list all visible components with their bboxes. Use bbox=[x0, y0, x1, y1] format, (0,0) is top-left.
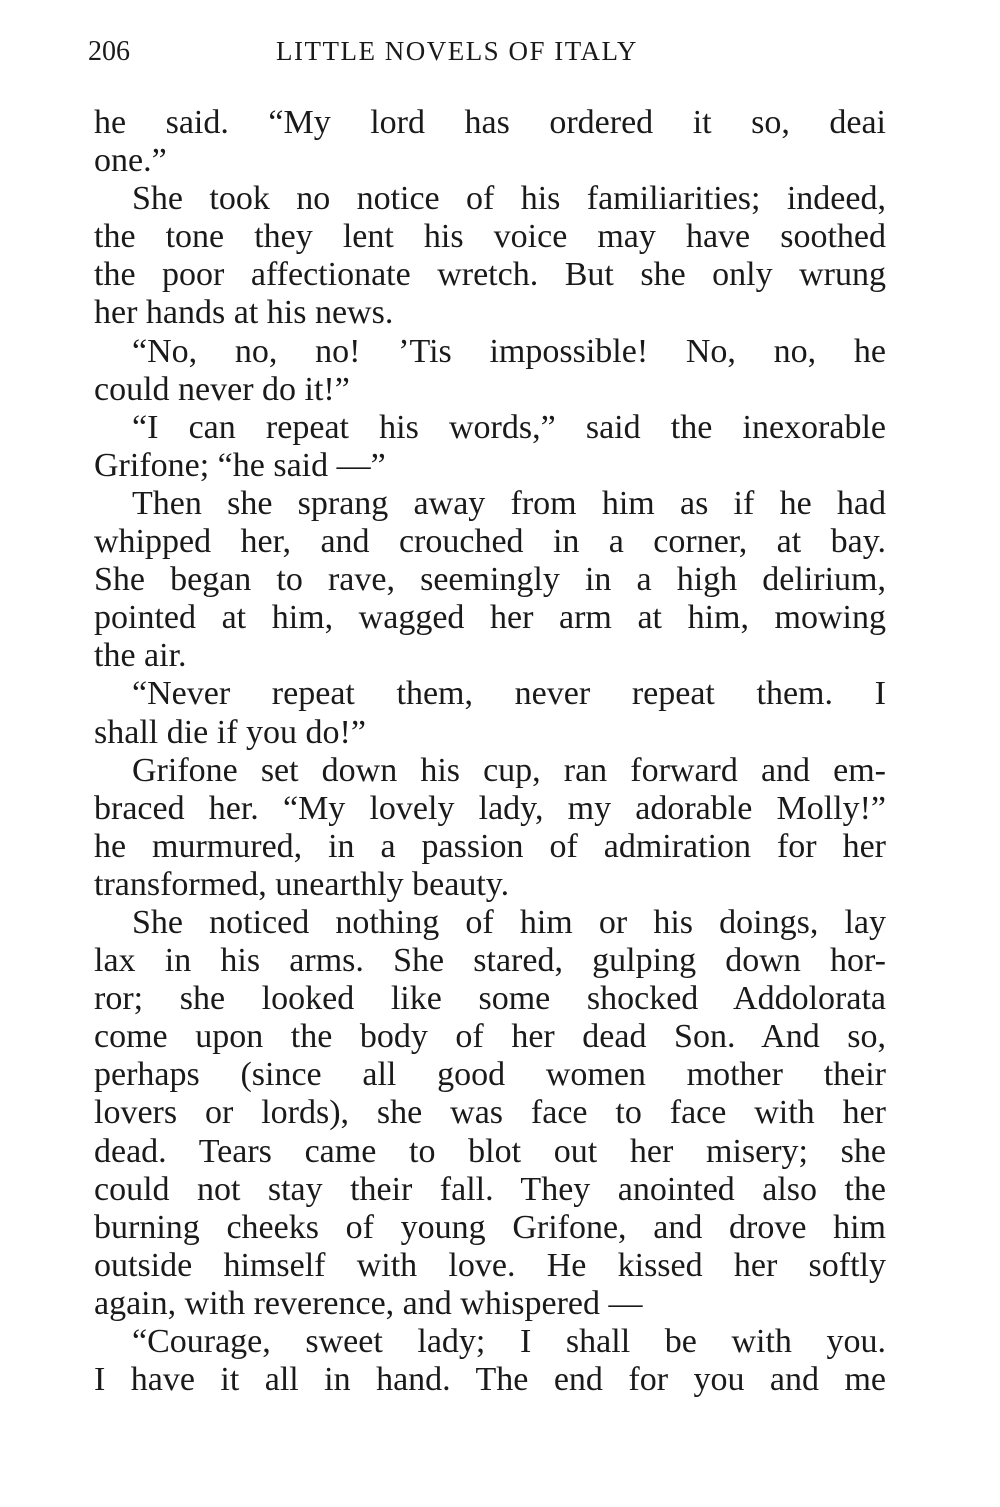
text-line: one.” bbox=[94, 142, 167, 180]
text-line: whipped her, and crouched in a corner, at bay. bbox=[94, 523, 886, 561]
text-line: ror; she looked like some shocked Addolorata bbox=[94, 980, 886, 1018]
text-line: shall die if you do!” bbox=[94, 713, 366, 751]
text-line: burning cheeks of young Grifone, and drove him bbox=[94, 1208, 886, 1246]
text-line: again, with reverence, and whispered — bbox=[94, 1284, 643, 1322]
text-line: could never do it!” bbox=[94, 370, 350, 408]
text-line: the poor affectionate wretch. But she only wrung bbox=[94, 256, 886, 294]
text-line: “Courage, sweet lady; I shall be with you. bbox=[132, 1323, 886, 1360]
text-line: he murmured, in a passion of admiration for her bbox=[94, 827, 886, 865]
text-line: come upon the body of her dead Son. And so, bbox=[94, 1018, 886, 1056]
text-line: lovers or lords), she was face to face with her bbox=[94, 1094, 886, 1132]
text-line: transformed, unearthly beauty. bbox=[94, 865, 510, 903]
text-line: the tone they lent his voice may have soothed bbox=[94, 218, 886, 256]
text-line: pointed at him, wagged her arm at him, mowing bbox=[94, 599, 886, 637]
text-line: I have it all in hand. The end for you and me bbox=[94, 1361, 886, 1399]
text-line: braced her. “My lovely lady, my adorable Molly!” bbox=[94, 789, 886, 827]
text-line: dead. Tears came to blot out her misery; she bbox=[94, 1132, 886, 1170]
text-line: Grifone; “he said —” bbox=[94, 446, 386, 484]
text-line: could not stay their fall. They anointed also the bbox=[94, 1170, 886, 1208]
text-line: She noticed nothing of him or his doings, lay bbox=[132, 903, 886, 941]
page-number: 206 bbox=[88, 36, 130, 67]
text-line: outside himself with love. He kissed her softly bbox=[94, 1246, 886, 1284]
running-head bbox=[88, 36, 888, 76]
text-line: “I can repeat his words,” said the inexorable bbox=[132, 408, 886, 446]
body-text bbox=[94, 104, 886, 1399]
text-line: he said. “My lord has ordered it so, deai bbox=[94, 104, 886, 141]
text-line: perhaps (since all good women mother their bbox=[94, 1056, 886, 1094]
running-title: LITTLE NOVELS OF ITALY bbox=[276, 36, 638, 66]
text-line: “No, no, no! ’Tis impossible! No, no, he bbox=[132, 332, 886, 370]
text-line: “Never repeat them, never repeat them. I bbox=[132, 675, 886, 713]
text-line: the air. bbox=[94, 637, 187, 675]
text-line: lax in his arms. She stared, gulping down hor- bbox=[94, 942, 886, 980]
text-line: her hands at his news. bbox=[94, 294, 394, 332]
text-line: She began to rave, seemingly in a high delirium, bbox=[94, 561, 886, 599]
text-line: Grifone set down his cup, ran forward and em- bbox=[132, 751, 886, 789]
text-line: Then she sprang away from him as if he had bbox=[132, 484, 886, 522]
text-line: She took no notice of his familiarities; indeed, bbox=[132, 180, 886, 218]
